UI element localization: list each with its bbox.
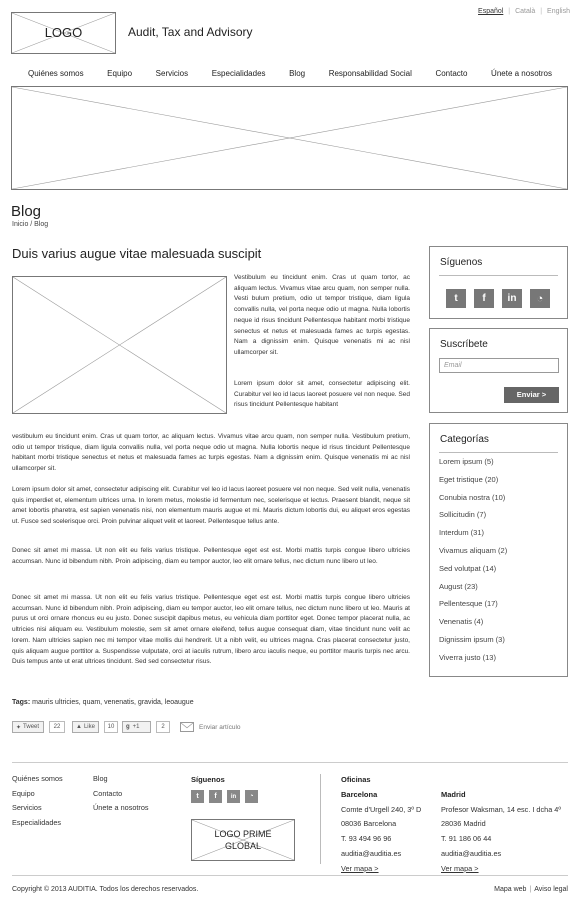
prime-global-logo-text: LOGO PRIME GLOBAL <box>214 829 272 851</box>
like-count: 10 <box>104 721 118 733</box>
office-postal: 08036 Barcelona <box>341 819 397 829</box>
office-address: Profesor Waksman, 14 esc. I dcha 4º <box>441 804 562 814</box>
linkedin-icon[interactable]: in <box>227 790 240 803</box>
main-nav <box>12 69 568 83</box>
separator: | <box>508 8 511 15</box>
page-title: Blog <box>11 203 42 220</box>
offices-title: Oficinas <box>341 775 371 784</box>
banner-placeholder-cross <box>12 87 567 189</box>
facebook-icon[interactable]: f <box>474 289 494 308</box>
post-title[interactable]: Duis varius augue vitae malesuada suscipit <box>12 246 262 261</box>
tweet-button[interactable] <box>12 721 44 733</box>
gplus-label: +1 <box>132 724 140 730</box>
nav-especialidades[interactable]: Especialidades <box>211 69 266 78</box>
footer-link[interactable]: Especialidades <box>12 818 62 828</box>
footer-link[interactable]: Servicios <box>12 803 42 813</box>
divider <box>439 452 558 453</box>
lang-es[interactable]: Español <box>478 8 504 15</box>
category-list <box>439 457 507 671</box>
subscribe-title: Suscríbete <box>440 339 488 350</box>
send-button[interactable]: Enviar > <box>504 387 559 403</box>
post-paragraph: Donec sit amet mi massa. Ut non elit eu felis varius tristique. Pellentesque eget est est. Morbi mattis turpis congue libero ultricies accumsan. Nunc id bibendum nibh. Proin adipiscing, diam eu tempor auctor, leo elit ornare tellus, nec dictum nunc libero ut leo. Mauris at purus ut orci ornare rhoncus eu eu justo. Donec suscipit dapibus metus, eu vehicula diam porttitor eget. Donec tempor placerat nulla, ac ultricies nisi aliquam eu. Vestibulum molestie, sem sit amet ornare eleifend, tellus augue consequat diam, vitae tincidunt nunc velit ac lorem. Nam ultricies sapien nec mi tempor vitae mollis dui hendrerit. Ut a nibh velit, eu ultrices magna. Cras placerat consectetur justo, quis aliquam augue porttitor a. Suspendisse vulputate, orci at iaculis rutrum, libero arcu iaculis neque, eu porttitor mauris turpis nec arcu. Duis tempus ante ut erat ultrices tincidunt. Sed sed consectetur risus. <box>12 594 410 666</box>
breadcrumb[interactable]: Inicio / Blog <box>12 221 49 228</box>
tweet-count: 22 <box>49 721 65 733</box>
thumbs-up-icon: ▲ <box>76 724 82 730</box>
office-email[interactable]: auditia@auditia.es <box>341 848 402 858</box>
hero-banner <box>11 86 568 190</box>
categories-title: Categorías <box>440 434 489 445</box>
language-switcher <box>475 8 570 15</box>
office-madrid <box>441 788 561 876</box>
post-image <box>12 276 227 414</box>
post-paragraph: Vestibulum eu tincidunt enim. Cras ut quam tortor, ac aliquam lectus. Vivamus vitae arcu quam, non semper nulla. Vesti bulum pretium, odio ut tempor tristique, diam ligula convallis nulla, vel porta neque odio ut magna. Nulla lobortis neque id risus tincidunt Pellentesque habitant morbi tristique senectus et netus et malesuada fames ac turpis egestas. Nam a dignissim enim. Quisque venenatis mi ac nisl ullamcorper sit. <box>234 274 410 356</box>
lang-ca[interactable]: Català <box>515 8 536 15</box>
facebook-icon[interactable]: f <box>209 790 222 803</box>
lang-en[interactable]: English <box>547 8 570 15</box>
post-paragraph: Lorem ipsum dolor sit amet, consectetur adipiscing elit. Curabitur vel leo id lacus laoreet posuere vel non neque. Sed risus tincidunt Pellentesque habitant <box>234 380 410 409</box>
divider <box>439 275 558 276</box>
office-city: Madrid <box>441 790 466 799</box>
image-placeholder-cross <box>13 277 226 413</box>
category-item[interactable]: Venenatis (4) <box>439 617 484 627</box>
linkedin-icon[interactable]: in <box>502 289 522 308</box>
social-icons <box>446 289 550 308</box>
category-item[interactable]: August (23) <box>439 581 478 591</box>
nav-contacto[interactable]: Contacto <box>435 69 468 78</box>
logo[interactable] <box>11 12 116 54</box>
twitter-bird-icon: ✦ <box>16 724 22 731</box>
logo-text: LOGO <box>44 25 83 40</box>
post-tags <box>12 699 194 706</box>
footer-legal-links <box>494 886 568 893</box>
office-address: Comte d'Urgell 240, 3º D <box>341 804 422 814</box>
tags-list[interactable]: mauris ultricies, quam, venenatis, gravida, leoaugue <box>32 699 194 706</box>
nav-servicios[interactable]: Servicios <box>155 69 189 78</box>
footer-links-col1 <box>12 772 63 831</box>
category-item[interactable]: Eget tristique (20) <box>439 474 499 484</box>
footer-link[interactable]: Equipo <box>12 788 35 798</box>
prime-global-logo[interactable] <box>191 819 295 861</box>
office-phone: T. 91 186 06 44 <box>441 834 492 844</box>
post-paragraph: vestibulum eu tincidunt enim. Cras ut quam tortor, ac aliquam lectus. Vivamus vitae arcu quam, non semper nulla. Vestibulum pretium, odio ut tempor tristique, diam ligula convallis nulla, vel porta neque odio ut magna. Nulla lobortis neque id risus tincidunt Pellentesque habitant morbi tristique senectus et netus et malesuada fames ac turpis egestas. Nam a dignissim enim. Quisque venenatis mi ac nisl ullamcorper sit. <box>12 433 410 473</box>
separator: | <box>529 886 532 893</box>
email-article-link[interactable] <box>180 720 241 734</box>
email-article-label: Enviar artículo <box>199 723 241 731</box>
site-tagline: Audit, Tax and Advisory <box>128 25 253 39</box>
office-email[interactable]: auditia@auditia.es <box>441 848 502 858</box>
twitter-icon[interactable]: t <box>446 289 466 308</box>
category-item[interactable]: Conubia nostra (10) <box>439 492 506 502</box>
like-button[interactable] <box>72 721 99 733</box>
footer-link[interactable]: Quiénes somos <box>12 774 63 783</box>
category-item[interactable]: Dignissim ipsum (3) <box>439 634 505 644</box>
office-map-link[interactable]: Ver mapa > <box>441 863 479 873</box>
nav-unete[interactable]: Únete a nosotros <box>491 69 552 78</box>
tweet-label: Tweet <box>23 724 40 730</box>
category-item[interactable]: Sed volutpat (14) <box>439 563 497 573</box>
office-postal: 28036 Madrid <box>441 819 486 829</box>
category-item[interactable]: Vivamus aliquam (2) <box>439 545 508 555</box>
footer-social-icons <box>191 790 258 803</box>
follow-title: Síguenos <box>440 257 483 268</box>
category-item[interactable]: Viverra justo (13) <box>439 652 496 662</box>
nav-responsabilidad-social[interactable]: Responsabilidad Social <box>328 69 412 78</box>
office-phone: T. 93 494 96 96 <box>341 834 392 844</box>
footer-link[interactable]: Blog <box>93 774 108 783</box>
office-city: Barcelona <box>341 790 378 799</box>
post-paragraph: Donec sit amet mi massa. Ut non elit eu felis varius tristique. Pellentesque eget est est. Morbi mattis turpis congue libero ultricies accumsan. Nunc id bibendum nibh. Proin adipiscing, diam eu tempor auctor, leo elit ornare tellus, nec dictum nunc libero ut leo. <box>12 547 410 565</box>
office-barcelona <box>341 788 421 876</box>
category-item[interactable]: Pellentesque (17) <box>439 599 498 609</box>
footer-link[interactable]: Únete a nosotros <box>93 803 149 813</box>
footer-link[interactable]: Contacto <box>93 788 123 798</box>
categories-box <box>429 423 568 677</box>
footer-bottom-divider <box>12 875 568 876</box>
category-item[interactable]: Lorem ipsum (5) <box>439 457 494 466</box>
rss-icon[interactable]: ◔ <box>245 790 258 803</box>
footer-links-col2 <box>93 772 149 816</box>
gplus-button[interactable] <box>122 721 151 733</box>
nav-blog[interactable]: Blog <box>289 69 306 78</box>
twitter-icon[interactable]: t <box>191 790 204 803</box>
follow-box <box>429 246 568 319</box>
copyright: Copyright © 2013 AUDITIA. Todos los derechos reservados. <box>12 886 199 893</box>
email-field[interactable]: Email <box>439 358 559 373</box>
nav-equipo[interactable]: Equipo <box>107 69 133 78</box>
footer-divider <box>12 762 568 763</box>
separator: | <box>540 8 543 15</box>
sitemap-link[interactable]: Mapa web <box>494 886 527 893</box>
tags-label: Tags: <box>12 699 31 706</box>
category-item[interactable]: Interdum (31) <box>439 528 485 538</box>
gplus-icon: g <box>126 724 130 730</box>
post-paragraph: Lorem ipsum dolor sit amet, consectetur adipiscing elit. Curabitur vel leo id lacus laoreet posuere vel non neque. Sed velit nulla, venenatis quis imperdiet et, elementum ultrices urna. In lorem metus, molestie id fermentum nec, scelerisque et lectus. Praesent blandit, neque sit amet lobortis pharetra, est sapien venenatis nisi, non elementum mauris augue et mi. Mauris dictum lobortis dui, eu aliquet eros egestas ut. Fusce sed scelerisque orci. Proin pulvinar aliquet velit et laoreet. Pellentesque tellus ante. <box>12 486 410 526</box>
subscribe-box <box>429 328 568 413</box>
category-item[interactable]: Sollicitudin (7) <box>439 510 487 520</box>
nav-quienes-somos[interactable]: Quiénes somos <box>28 69 84 78</box>
rss-icon[interactable]: ◔ <box>530 289 550 308</box>
like-label: Like <box>83 724 95 730</box>
office-map-link[interactable]: Ver mapa > <box>341 863 379 873</box>
legal-notice-link[interactable]: Aviso legal <box>534 886 568 893</box>
footer-vertical-divider <box>320 774 321 864</box>
envelope-icon <box>180 722 194 732</box>
footer-follow-title: Síguenos <box>191 775 225 784</box>
gplus-count: 2 <box>156 721 170 733</box>
